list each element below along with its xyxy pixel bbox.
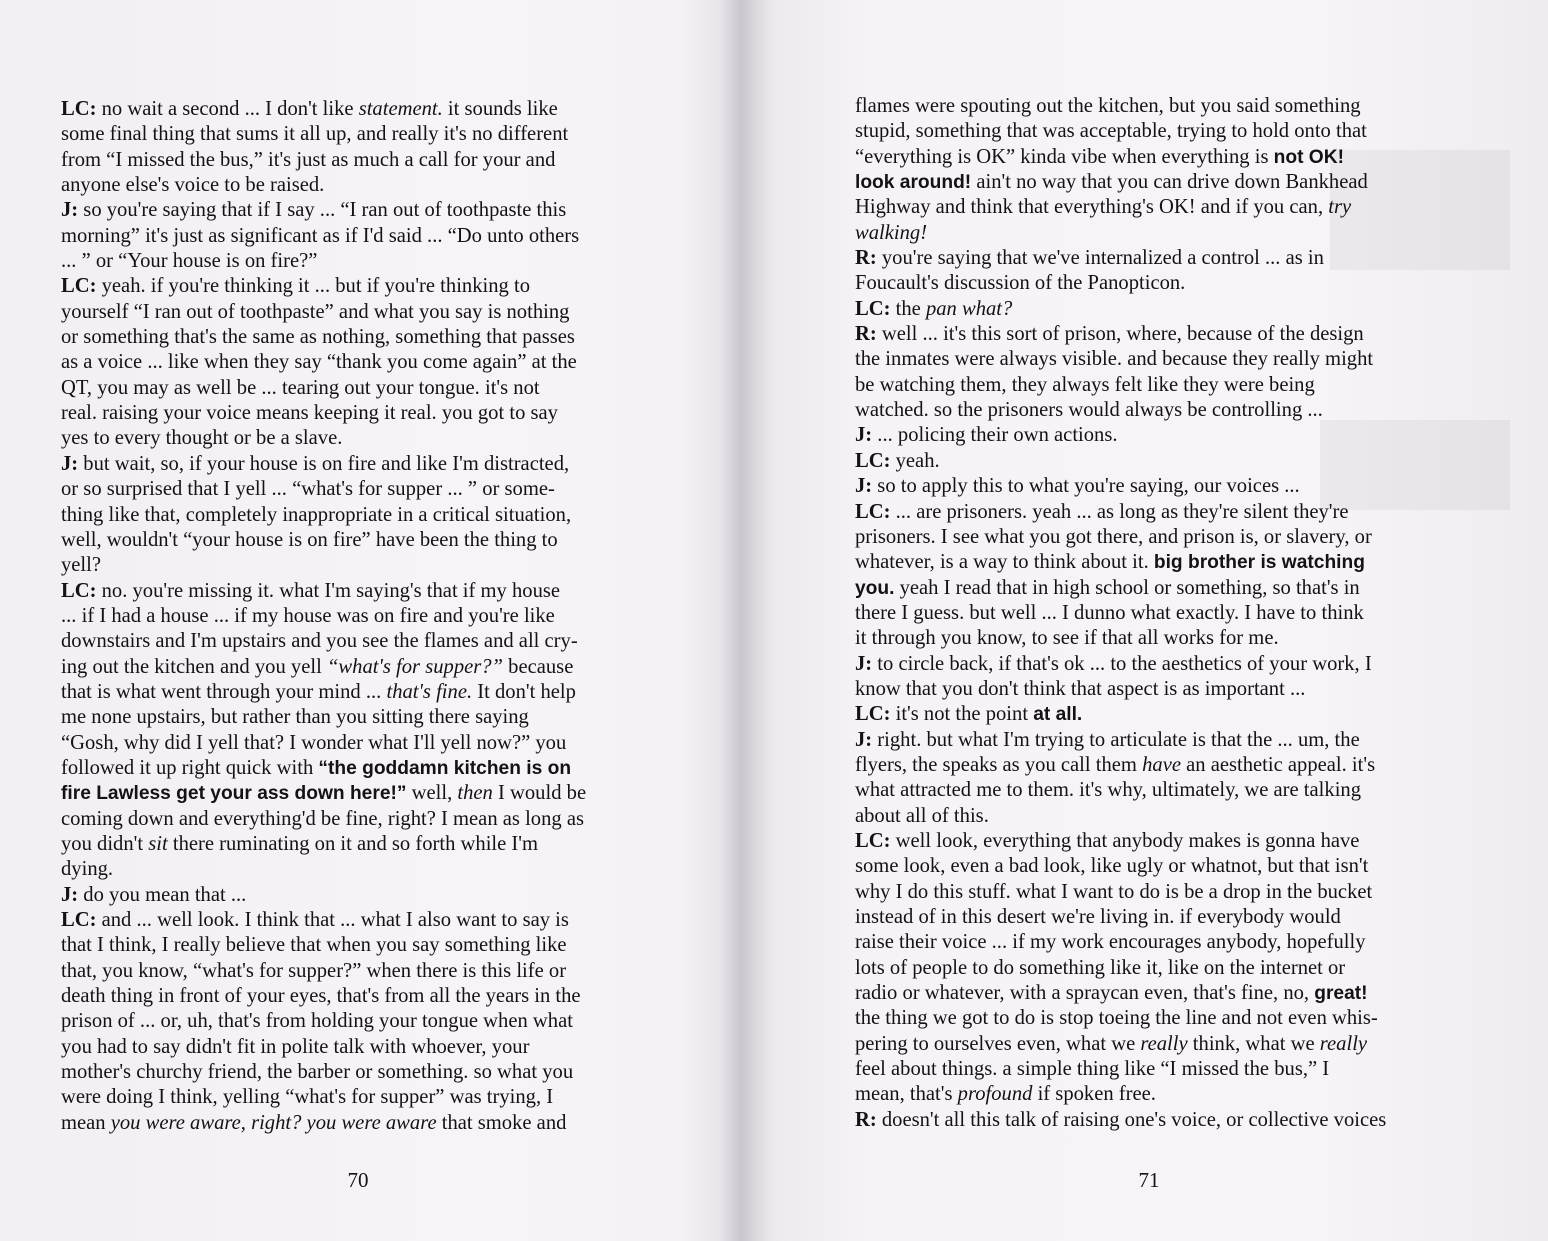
- text-line: [855, 677, 1455, 702]
- text-line: [855, 880, 1455, 905]
- text-run: an aesthetic appeal. it's: [1180, 753, 1376, 776]
- text-run: there ruminating on it and so forth while I'm: [167, 832, 539, 855]
- text-line: [61, 756, 661, 781]
- text-run: Foucault's discussion of the Panopticon.: [855, 272, 1186, 295]
- bold-text: you.: [855, 577, 895, 599]
- text-line: [855, 322, 1455, 347]
- text-run: yeah I read that in high school or something, so that's in: [894, 576, 1360, 599]
- text-run: instead of in this desert we're living in. if everybody would: [855, 906, 1341, 928]
- text-line: [61, 629, 661, 654]
- text-run: anyone else's voice to be raised.: [61, 174, 325, 197]
- text-line: [855, 1006, 1455, 1031]
- speaker-label: LC:: [61, 275, 97, 298]
- bold-text: fire Lawless get your ass down here!”: [61, 783, 407, 805]
- text-run: that, you know, “what's for supper?” when there is this life or: [61, 959, 567, 982]
- speaker-label: LC:: [855, 703, 891, 726]
- text-run: “Gosh, why did I yell that? I wonder what I'll yell now?” you: [61, 731, 567, 754]
- text-run: radio or whatever, with a spraycan even, that's fine, no,: [855, 982, 1315, 1005]
- bold-text: look around!: [855, 172, 972, 194]
- speaker-label: J:: [61, 199, 79, 222]
- text-run: it through you know, to see if that all works for me.: [855, 627, 1279, 650]
- speaker-label: J:: [855, 424, 873, 447]
- right-page: [745, 0, 1548, 1241]
- text-run: that is what went through your mind ...: [61, 680, 387, 703]
- speaker-label: LC:: [855, 449, 891, 472]
- text-run: that I think, I really believe that when you say something like: [61, 934, 567, 957]
- text-line: [855, 829, 1455, 854]
- speaker-label: LC:: [61, 98, 97, 120]
- text-line: [61, 477, 661, 502]
- speaker-label: LC:: [855, 829, 891, 852]
- text-run: know that you don't think that aspect is as important ...: [855, 677, 1306, 700]
- bold-text: big brother is watching: [1153, 552, 1365, 574]
- text-line: [855, 981, 1455, 1006]
- text-run: whatever, is a way to think about it.: [855, 551, 1154, 574]
- text-line: [61, 731, 661, 756]
- text-line: [855, 1032, 1455, 1057]
- text-line: [855, 652, 1455, 677]
- text-line: [855, 423, 1455, 448]
- text-line: [855, 753, 1455, 778]
- text-run: that smoke and: [436, 1111, 567, 1134]
- text-line: [61, 274, 661, 299]
- italic-text: sit: [148, 832, 168, 855]
- text-run: well, wouldn't “your house is on fire” have been the thing to: [61, 528, 558, 551]
- text-run: be watching them, they always felt like they were being: [855, 373, 1315, 396]
- text-run: you didn't: [61, 832, 149, 855]
- text-run: so you're saying that if I say ... “I ran out of toothpaste this: [78, 199, 567, 222]
- text-line: [61, 680, 661, 705]
- italic-text: really: [1319, 1032, 1368, 1055]
- text-line: [61, 148, 661, 173]
- speaker-label: J:: [855, 728, 873, 751]
- italic-text: you were aware, right? you were aware: [110, 1111, 437, 1134]
- text-line: [855, 500, 1455, 525]
- text-run: or so surprised that I yell ... “what's for supper ... ” or some-: [61, 478, 555, 501]
- text-line: [61, 97, 661, 122]
- speaker-label: R:: [855, 247, 877, 270]
- speaker-label: LC:: [61, 579, 97, 602]
- text-run: it's not the point: [890, 703, 1034, 726]
- text-run: well,: [406, 782, 458, 805]
- text-run: It don't help: [472, 680, 576, 703]
- text-run: prison of ... or, uh, that's from holding your tongue when what: [61, 1010, 573, 1033]
- text-run: followed it up right quick with: [61, 756, 319, 779]
- text-line: [855, 702, 1455, 727]
- text-run: feel about things. a simple thing like “I missed the bus,” I: [855, 1058, 1330, 1081]
- speaker-label: R:: [855, 323, 877, 346]
- text-run: well look, everything that anybody makes is gonna have: [890, 829, 1360, 852]
- text-line: [61, 528, 661, 553]
- text-line: [855, 94, 1455, 119]
- text-run: about all of this.: [855, 804, 989, 827]
- italic-text: profound: [957, 1083, 1033, 1106]
- text-run: were doing I think, yelling “what's for supper” was trying, I: [61, 1086, 554, 1109]
- text-line: [61, 604, 661, 629]
- bold-text: “the goddamn kitchen is on: [318, 757, 572, 779]
- text-line: [855, 626, 1455, 651]
- text-run: why I do this stuff. what I want to do is be a drop in the bucket: [855, 880, 1373, 903]
- text-line: [855, 1108, 1455, 1133]
- text-line: [61, 1085, 661, 1110]
- text-run: raise their voice ... if my work encourages anybody, hopefully: [855, 931, 1366, 954]
- text-run: yeah. if you're thinking it ... but if you're thinking to: [96, 275, 531, 298]
- bold-text: at all.: [1033, 704, 1083, 726]
- text-line: [61, 350, 661, 375]
- text-line: [855, 525, 1455, 550]
- page-number: 70: [347, 1168, 369, 1192]
- text-run: because: [503, 655, 574, 678]
- speaker-label: J:: [855, 652, 873, 675]
- text-line: [61, 249, 661, 274]
- text-run: but wait, so, if your house is on fire and like I'm distracted,: [78, 452, 570, 475]
- text-run: yourself “I ran out of toothpaste” and what you say is nothing: [61, 300, 570, 323]
- speaker-label: LC:: [855, 297, 891, 320]
- text-run: some look, even a bad look, like ugly or whatnot, but that isn't: [855, 855, 1369, 878]
- text-run: ... are prisoners. yeah ... as long as they're silent they're: [890, 500, 1349, 523]
- text-line: [855, 956, 1455, 981]
- text-line: [855, 576, 1455, 601]
- text-run: morning” it's just as significant as if I'd said ... “Do unto others: [61, 224, 580, 247]
- speaker-label: J:: [61, 452, 79, 475]
- text-line: [61, 325, 661, 350]
- text-line: [61, 857, 661, 882]
- text-line: [61, 224, 661, 249]
- text-run: yell?: [61, 554, 102, 577]
- text-run: real. raising your voice means keeping it real. you got to say: [61, 402, 558, 425]
- text-line: [855, 550, 1455, 575]
- text-run: or something that's the same as nothing, something that passes: [61, 326, 575, 349]
- text-run: to circle back, if that's ok ... to the aesthetics of your work, I: [872, 652, 1372, 675]
- right-page-text: [855, 94, 1455, 1133]
- text-line: [61, 1009, 661, 1034]
- speaker-label: LC:: [61, 909, 97, 931]
- text-run: well ... it's this sort of prison, where, because of the design: [876, 323, 1364, 346]
- speaker-label: J:: [855, 475, 873, 498]
- italic-text: that's fine.: [386, 680, 473, 703]
- text-line: [61, 579, 661, 604]
- text-line: [61, 1060, 661, 1085]
- text-line: [61, 401, 661, 426]
- text-run: if spoken free.: [1032, 1083, 1156, 1106]
- text-run: you had to say didn't fit in polite talk with whoever, your: [61, 1035, 530, 1058]
- text-run: as a voice ... like when they say “thank you come again” at the: [61, 351, 577, 374]
- italic-text: pan what?: [925, 297, 1013, 320]
- text-run: death thing in front of your eyes, that's from all the years in the: [61, 985, 581, 1008]
- text-run: stupid, something that was acceptable, trying to hold onto that: [855, 120, 1367, 143]
- text-line: [855, 474, 1455, 499]
- text-line: [855, 854, 1455, 879]
- text-line: [855, 297, 1455, 322]
- text-run: so to apply this to what you're saying, our voices ...: [872, 475, 1300, 498]
- text-line: [855, 728, 1455, 753]
- text-run: and ... well look. I think that ... what I also want to say is: [96, 909, 569, 931]
- text-run: what attracted me to them. it's why, ultimately, we are talking: [855, 779, 1362, 802]
- text-line: [855, 905, 1455, 930]
- text-line: [855, 449, 1455, 474]
- italic-text: “what's for supper?”: [326, 655, 504, 678]
- text-run: lots of people to do something like it, like on the internet or: [855, 956, 1346, 979]
- text-line: [855, 398, 1455, 423]
- text-line: [61, 959, 661, 984]
- text-run: flames were spouting out the kitchen, but you said something: [855, 95, 1361, 117]
- text-line: [61, 781, 661, 806]
- text-run: the: [890, 297, 926, 320]
- text-line: [855, 170, 1455, 195]
- text-line: [61, 426, 661, 451]
- text-line: [61, 908, 661, 933]
- text-line: [61, 1111, 661, 1136]
- text-run: thing like that, completely inappropriate in a critical situation,: [61, 503, 572, 526]
- text-run: ing out the kitchen and you yell: [61, 655, 327, 678]
- text-line: [61, 198, 661, 223]
- text-run: doesn't all this talk of raising one's voice, or collective voices: [876, 1108, 1387, 1131]
- text-run: watched. so the prisoners would always be controlling ...: [855, 399, 1323, 422]
- text-run: flyers, the speaks as you call them: [855, 753, 1143, 776]
- speaker-label: R:: [855, 1108, 877, 1131]
- italic-text: then: [457, 782, 493, 805]
- text-run: QT, you may as well be ... tearing out your tongue. it's not: [61, 376, 540, 399]
- left-page: [0, 0, 745, 1241]
- text-run: prisoners. I see what you got there, and prison is, or slavery, or: [855, 525, 1372, 548]
- text-line: [61, 832, 661, 857]
- text-line: [855, 119, 1455, 144]
- text-line: [61, 984, 661, 1009]
- text-run: right. but what I'm trying to articulate is that the ... um, the: [872, 728, 1360, 751]
- text-line: [855, 347, 1455, 372]
- text-run: mean: [61, 1111, 111, 1134]
- text-line: [61, 173, 661, 198]
- text-line: [855, 930, 1455, 955]
- text-line: [61, 376, 661, 401]
- text-line: [855, 246, 1455, 271]
- text-line: [855, 601, 1455, 626]
- text-run: mean, that's: [855, 1083, 958, 1106]
- text-line: [61, 705, 661, 730]
- text-run: ... if I had a house ... if my house was on fire and you're like: [61, 604, 555, 627]
- text-line: [855, 1057, 1455, 1082]
- text-line: [61, 1035, 661, 1060]
- text-run: it sounds like: [442, 98, 558, 120]
- text-run: the thing we got to do is stop toeing the line and not even whis-: [855, 1007, 1378, 1030]
- text-line: [855, 145, 1455, 170]
- text-run: pering to ourselves even, what we: [855, 1032, 1141, 1055]
- text-line: [855, 195, 1455, 220]
- text-run: coming down and everything'd be fine, right? I mean as long as: [61, 807, 584, 830]
- text-run: ... ” or “Your house is on fire?”: [61, 250, 318, 273]
- text-line: [61, 655, 661, 680]
- text-line: [61, 300, 661, 325]
- text-run: ain't no way that you can drive down Bankhead: [971, 171, 1368, 194]
- text-run: you're saying that we've internalized a control ... as in: [876, 247, 1324, 270]
- text-line: [855, 778, 1455, 803]
- speaker-label: J:: [61, 883, 79, 906]
- text-run: mother's churchy friend, the barber or something. so what you: [61, 1061, 574, 1084]
- text-run: the inmates were always visible. and because they really might: [855, 348, 1374, 371]
- text-run: yes to every thought or be a slave.: [61, 427, 343, 450]
- text-run: think, what we: [1187, 1032, 1320, 1055]
- text-run: me none upstairs, but rather than you sitting there saying: [61, 706, 529, 729]
- left-page-text: [61, 97, 661, 1136]
- text-line: [855, 804, 1455, 829]
- text-run: I would be: [492, 782, 587, 805]
- bold-text: great!: [1314, 983, 1368, 1005]
- text-run: from “I missed the bus,” it's just as much a call for your and: [61, 148, 556, 171]
- text-run: no. you're missing it. what I'm saying's that if my house: [96, 579, 561, 602]
- speaker-label: LC:: [855, 500, 891, 523]
- text-line: [855, 1082, 1455, 1107]
- text-line: [61, 883, 661, 908]
- text-run: do you mean that ...: [78, 883, 247, 906]
- text-line: [61, 503, 661, 528]
- text-run: dying.: [61, 858, 114, 881]
- text-run: some final thing that sums it all up, and really it's no different: [61, 123, 569, 146]
- page-number: 71: [1138, 1168, 1160, 1192]
- text-run: “everything is OK” kinda vibe when everything is: [855, 145, 1274, 168]
- italic-text: have: [1142, 753, 1181, 776]
- italic-text: try: [1328, 196, 1352, 219]
- italic-text: walking!: [855, 221, 928, 244]
- text-run: ... policing their own actions.: [872, 424, 1118, 447]
- text-line: [61, 452, 661, 477]
- text-run: no wait a second ... I don't like: [96, 98, 359, 120]
- bold-text: not OK!: [1273, 146, 1344, 168]
- text-run: there I guess. but well ... I dunno what exactly. I have to think: [855, 601, 1364, 624]
- text-line: [61, 122, 661, 147]
- text-line: [61, 807, 661, 832]
- text-run: yeah.: [890, 449, 940, 472]
- text-line: [61, 553, 661, 578]
- text-run: downstairs and I'm upstairs and you see the flames and all cry-: [61, 630, 578, 653]
- text-run: Highway and think that everything's OK! and if you can,: [855, 196, 1329, 219]
- text-line: [61, 933, 661, 958]
- text-line: [855, 373, 1455, 398]
- text-line: [855, 221, 1455, 246]
- italic-text: statement.: [358, 98, 443, 120]
- italic-text: really: [1140, 1032, 1188, 1055]
- text-line: [855, 271, 1455, 296]
